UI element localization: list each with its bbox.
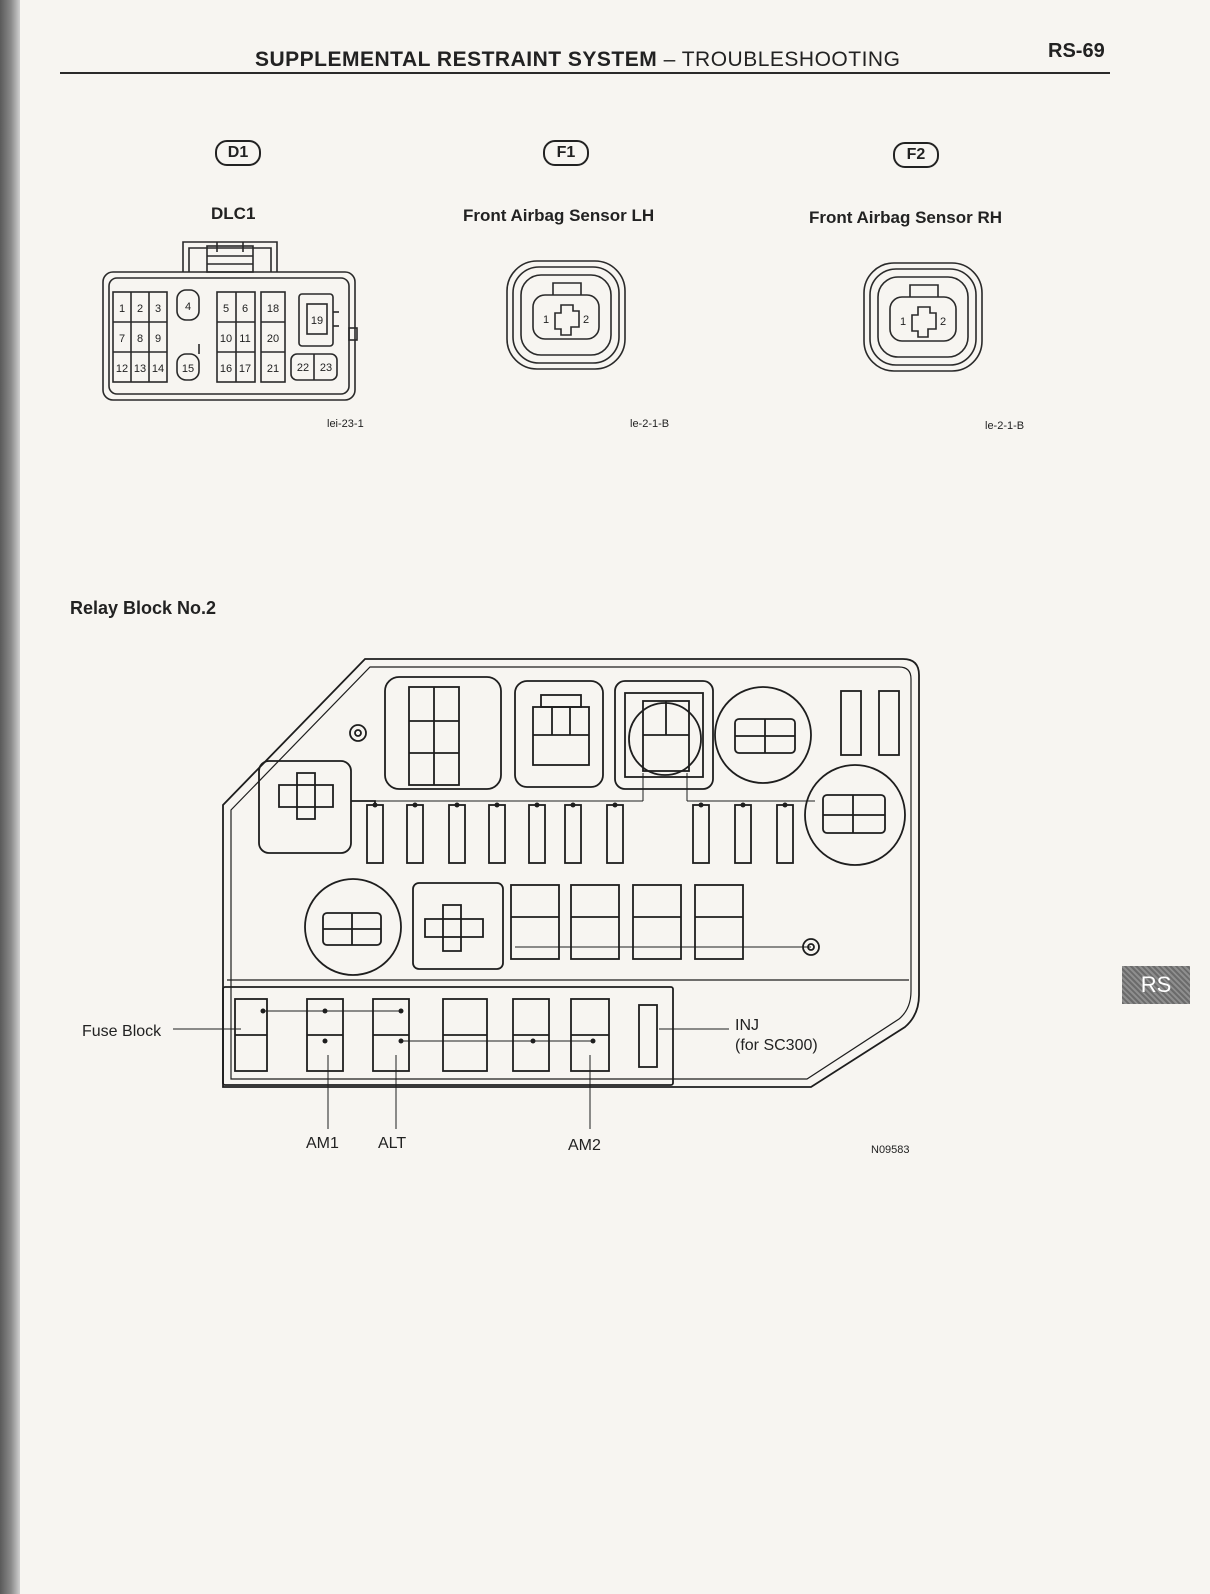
page-header-title: SUPPLEMENTAL RESTRAINT SYSTEM – TROUBLESHOOTING: [255, 48, 901, 71]
dlc-pin-14: 14: [151, 363, 165, 375]
dlc-pin-10: 10: [219, 333, 233, 345]
dlc-pin-21: 21: [266, 363, 280, 375]
relay-block-title: Relay Block No.2: [70, 598, 217, 618]
figure-code-f2: le-2-1-B: [985, 420, 1025, 432]
connector-code-d1: D1: [215, 140, 261, 166]
rh-sensor-pin-1: 1: [900, 316, 907, 328]
dlc-pin-2: 2: [136, 303, 144, 315]
connector-code-f1: F1: [543, 140, 589, 166]
rh-sensor-pin-2: 2: [940, 316, 947, 328]
dlc-pin-5: 5: [222, 303, 230, 315]
front-airbag-sensor-rh-connector: [860, 257, 990, 377]
dlc-pin-13: 13: [133, 363, 147, 375]
dlc1-connector-diagram: [95, 232, 375, 412]
section-tab-rs: RS: [1122, 966, 1190, 1004]
dlc-pin-4: 4: [184, 301, 192, 313]
dlc-pin-6: 6: [241, 303, 249, 315]
connector-name-dlc1: DLC1: [211, 204, 256, 223]
am1-label: AM1: [306, 1135, 339, 1152]
header-rule: [60, 72, 1110, 74]
dlc-pin-22: 22: [296, 362, 310, 374]
dlc-pin-18: 18: [266, 303, 280, 315]
dlc-pin-1: 1: [118, 303, 126, 315]
fuse-block-label: Fuse Block: [82, 1023, 162, 1040]
connector-name-f1: Front Airbag Sensor LH: [463, 206, 655, 225]
am2-label: AM2: [568, 1137, 601, 1154]
inj-note-label: (for SC300): [735, 1037, 818, 1054]
relay-block-diagram: [215, 655, 925, 1095]
dlc-pin-11: 11: [239, 333, 251, 345]
front-airbag-sensor-lh-connector: [503, 255, 633, 375]
dlc-pin-3: 3: [154, 303, 162, 315]
figure-code-f1: le-2-1-B: [630, 418, 670, 430]
dlc-pin-17: 17: [238, 363, 252, 375]
dlc-pin-7: 7: [118, 333, 126, 345]
connector-name-f2: Front Airbag Sensor RH: [809, 208, 1002, 227]
page-number: RS-69: [1048, 40, 1105, 62]
connector-code-f2: F2: [893, 142, 939, 168]
dlc-pin-15: 15: [181, 363, 195, 375]
page-binding-shadow: [0, 0, 20, 1594]
dlc-pin-23: 23: [319, 362, 333, 374]
inj-label: INJ: [735, 1017, 759, 1034]
dlc-pin-8: 8: [136, 333, 144, 345]
figure-code-dlc1: lei-23-1: [327, 418, 364, 430]
alt-label: ALT: [378, 1135, 407, 1152]
dlc-pin-12: 12: [115, 363, 129, 375]
lh-sensor-pin-1: 1: [543, 314, 550, 326]
dlc-pin-9: 9: [154, 333, 162, 345]
figure-code-relay-block: N09583: [871, 1144, 910, 1156]
dlc-pin-19: 19: [310, 315, 324, 327]
dlc-pin-16: 16: [219, 363, 233, 375]
lh-sensor-pin-2: 2: [583, 314, 590, 326]
dlc-pin-20: 20: [266, 333, 280, 345]
